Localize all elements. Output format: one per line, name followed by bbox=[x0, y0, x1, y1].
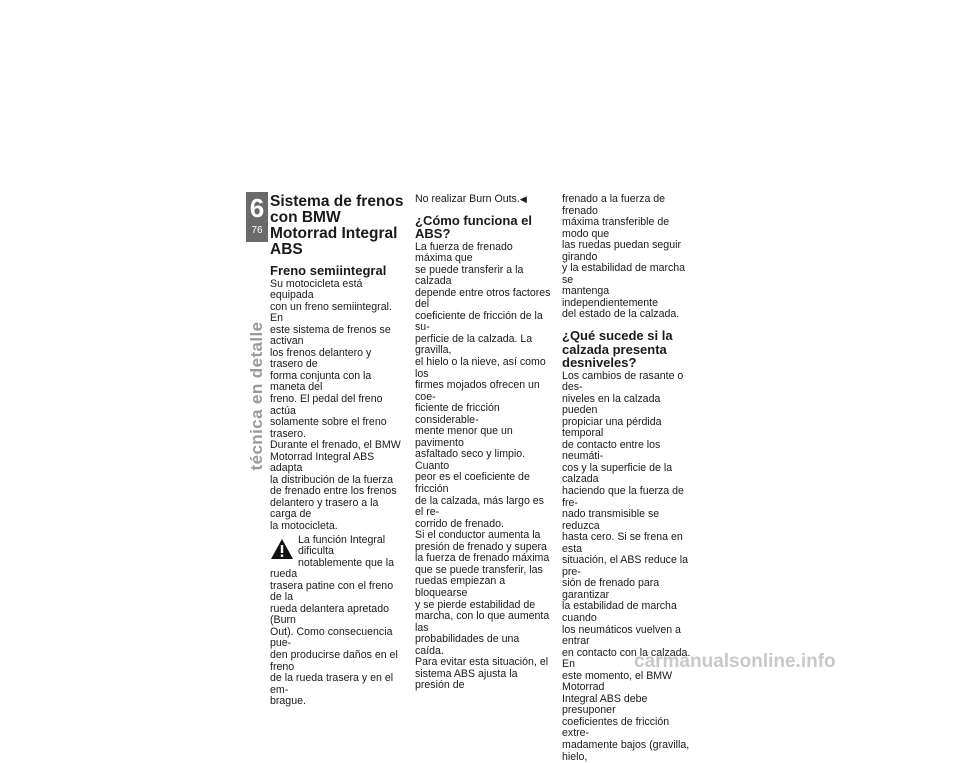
text-line: situación, el ABS reduce la pre- bbox=[562, 554, 689, 578]
text-line: Su motocicleta está equipada bbox=[270, 277, 363, 302]
text-line: la fuerza de frenado máxima bbox=[415, 552, 550, 565]
text-line: la distribución de la fuerza bbox=[270, 473, 394, 486]
text-line: asfaltado seco y limpio. Cuanto bbox=[415, 448, 526, 472]
end-of-section-icon: ◀ bbox=[519, 194, 527, 204]
text-line: de la calzada, más largo es el re- bbox=[415, 494, 544, 519]
text-line: haciendo que la fuerza de fre- bbox=[562, 484, 684, 509]
text-line: presión de frenado y supera bbox=[415, 540, 547, 553]
text-line: coeficientes de fricción extre- bbox=[562, 715, 670, 740]
text-line: de la rueda trasera y en el em- bbox=[270, 672, 394, 696]
text-line: que se puede transferir, las bbox=[415, 563, 543, 576]
text-line: La función Integral dificulta bbox=[298, 533, 386, 558]
watermark: carmanualsonline.info bbox=[634, 651, 836, 672]
text-line: se puede transferir a la calzada bbox=[415, 263, 524, 288]
text-line: sión de frenado para garantizar bbox=[562, 577, 660, 601]
text-line: del estado de la calzada. bbox=[562, 308, 680, 321]
text-line: y la estabilidad de marcha se bbox=[562, 262, 686, 286]
text-line: marcha, con lo que aumenta las bbox=[415, 610, 550, 634]
text-line: y se pierde estabilidad de bbox=[415, 598, 536, 611]
chapter-number: 6 bbox=[249, 193, 265, 223]
column-3 bbox=[562, 194, 698, 763]
text-line: La fuerza de frenado máxima que bbox=[415, 240, 513, 265]
page-number: 76 bbox=[251, 225, 263, 236]
text-line: Para evitar esta situación, el bbox=[415, 656, 549, 669]
text-line: Integral ABS debe presuponer bbox=[562, 692, 648, 717]
column-2 bbox=[415, 194, 551, 692]
text-line: nado transmisible se reduzca bbox=[562, 508, 660, 532]
text-line: el hielo o la nieve, así como los bbox=[415, 356, 546, 380]
text-line: corrido de frenado. bbox=[415, 517, 504, 530]
paragraph bbox=[270, 279, 406, 533]
text-line: mantenga independientemente bbox=[562, 285, 659, 309]
text-line: los frenos delantero y trasero de bbox=[270, 346, 372, 371]
text-line: niveles en la calzada pueden bbox=[562, 392, 661, 417]
text-line: Out). Como consecuencia pue- bbox=[270, 625, 393, 650]
paragraph bbox=[562, 371, 698, 763]
text-line: solamente sobre el freno trasero. bbox=[270, 416, 387, 440]
text-line: depende entre otros factores del bbox=[415, 286, 551, 311]
text-line: peor es el coeficiente de fricción bbox=[415, 471, 530, 496]
text-line: este sistema de frenos se activan bbox=[270, 323, 391, 348]
text-line: probabilidades de una caída. bbox=[415, 633, 520, 657]
text-line: freno. El pedal del freno actúa bbox=[270, 392, 383, 417]
text-line: en contacto con la calzada. En bbox=[562, 646, 691, 671]
paragraph bbox=[562, 194, 698, 321]
section-heading: Sistema de frenos con BMW Motorrad Integral ABS bbox=[270, 193, 404, 258]
text-line: propiciar una pérdida temporal bbox=[562, 415, 662, 440]
chapter-title: técnica en detalle bbox=[247, 321, 266, 471]
text-line: delantero y trasero a la carga de bbox=[270, 496, 379, 521]
text-line: Motorrad Integral ABS adapta bbox=[270, 450, 375, 475]
text-line: ruedas empiezan a bloquearse bbox=[415, 575, 506, 599]
text-line: la estabilidad de marcha cuando bbox=[562, 600, 677, 624]
text-line: de frenado entre los frenos bbox=[270, 485, 397, 498]
text-line: las ruedas puedan seguir girando bbox=[562, 239, 681, 263]
text-line: con un freno semiintegral. En bbox=[270, 300, 392, 325]
text-line: este momento, el BMW Motorrad bbox=[562, 669, 673, 694]
text-line: den producirse daños en el freno bbox=[270, 649, 398, 673]
text-line: hasta cero. Si se frena en esta bbox=[562, 531, 683, 555]
paragraph bbox=[415, 194, 551, 206]
text-line: máxima transferible de modo que bbox=[562, 216, 670, 240]
text-line: la motocicleta. bbox=[270, 519, 338, 532]
text-line: trasera patine con el freno de la bbox=[270, 579, 394, 604]
text-line: perficie de la calzada. La gravilla, bbox=[415, 332, 533, 357]
text-line: cos y la superficie de la calzada bbox=[562, 461, 673, 486]
section-heading: ¿Qué sucede si la calzada presenta desniveles? bbox=[562, 328, 673, 371]
text-line: de contacto entre los neumáti- bbox=[562, 438, 661, 463]
chapter-tab bbox=[246, 192, 268, 242]
section-heading: ¿Cómo funciona el ABS? bbox=[415, 212, 532, 242]
text-line: coeficiente de fricción de la su- bbox=[415, 309, 543, 334]
text-line: Los cambios de rasante o des- bbox=[562, 369, 684, 394]
text-line: firmes mojados ofrecen un coe- bbox=[415, 379, 540, 403]
column-1 bbox=[270, 194, 406, 708]
text-line: ficiente de fricción considerable- bbox=[415, 402, 500, 426]
text-line: los neumáticos vuelven a entrar bbox=[562, 623, 681, 648]
text-line: brague. bbox=[270, 695, 306, 708]
text-line: notablemente que la rueda bbox=[270, 556, 395, 581]
subsection-heading: Freno semiintegral bbox=[270, 263, 387, 278]
text-line: forma conjunta con la maneta del bbox=[270, 369, 372, 394]
text-line: rueda delantera apretado (Burn bbox=[270, 602, 389, 627]
paragraph bbox=[415, 242, 551, 692]
text-line: madamente bajos (gravilla, hielo, bbox=[562, 739, 690, 763]
text-line: mente menor que un pavimento bbox=[415, 425, 513, 449]
text-line: frenado a la fuerza de frenado bbox=[562, 193, 666, 217]
warning-block bbox=[270, 535, 406, 708]
text-line: Si el conductor aumenta la bbox=[415, 529, 541, 542]
text-line: No realizar Burn Outs. bbox=[415, 193, 520, 205]
warning-triangle-icon bbox=[270, 538, 294, 560]
text-line: Durante el frenado, el BMW bbox=[270, 439, 401, 452]
text-line: sistema ABS ajusta la presión de bbox=[415, 667, 518, 692]
